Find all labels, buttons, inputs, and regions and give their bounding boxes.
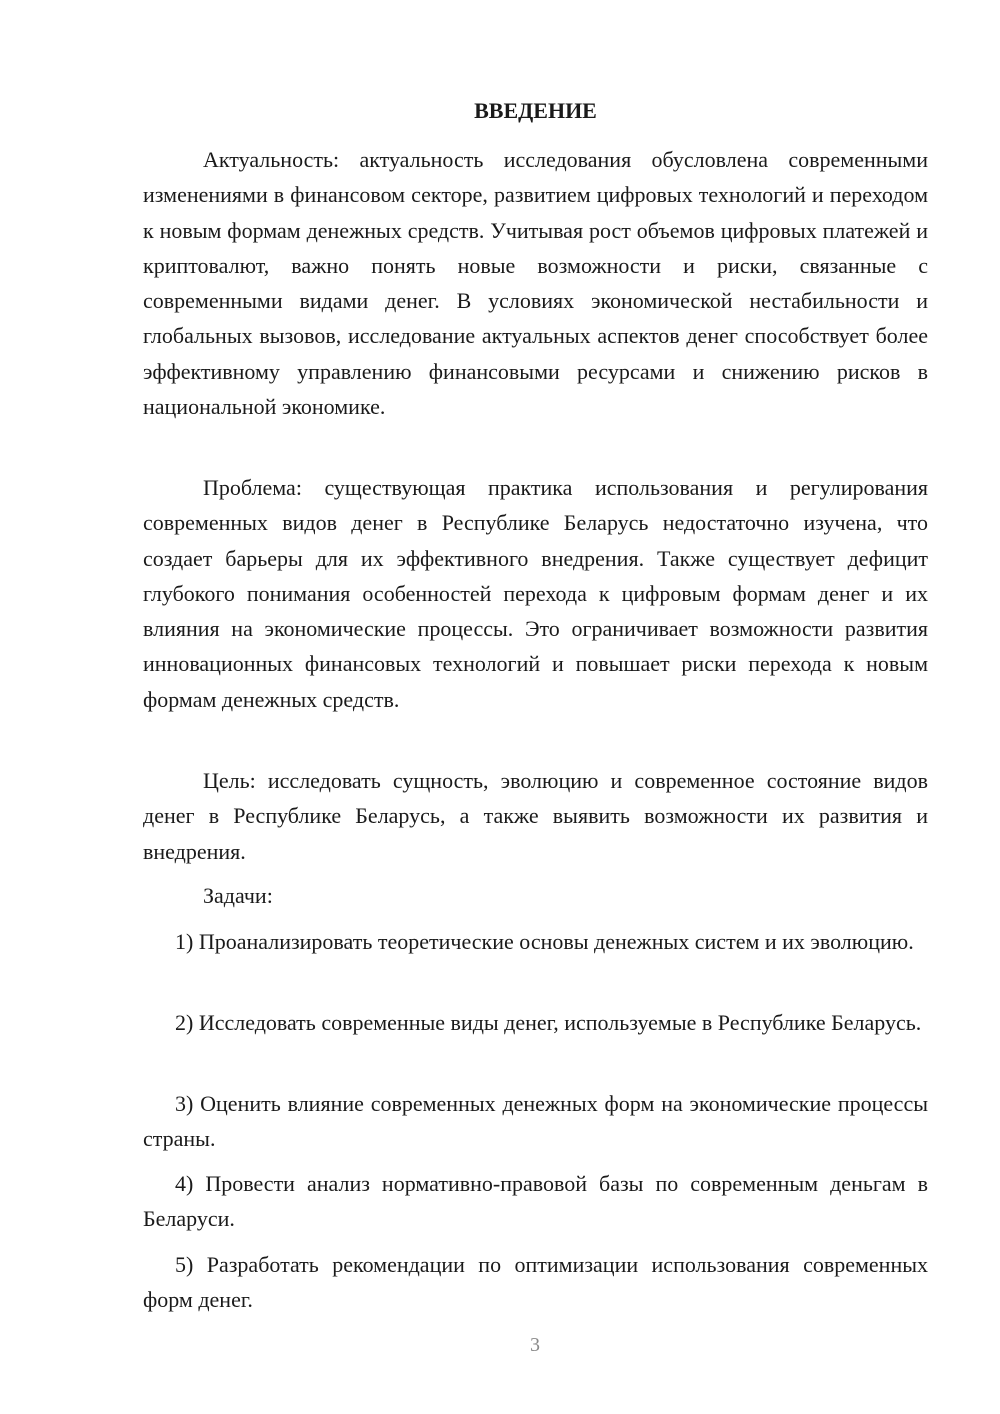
page-title: ВВЕДЕНИЕ <box>474 98 597 123</box>
tasks-label: Задачи: <box>203 883 273 908</box>
task-item-4: 4) Провести анализ нормативно-правовой базы по современным деньгам в Беларуси. <box>143 1171 928 1232</box>
goal-paragraph: Цель: исследовать сущность, эволюцию и современное состояние видов денег в Республике Беларусь, а также выявить возможности их развития и внедрения. <box>143 768 928 864</box>
page-number: 3 <box>530 1334 540 1356</box>
task-item-3: 3) Оценить влияние современных денежных форм на экономические процессы страны. <box>143 1091 928 1152</box>
task-item-1: 1) Проанализировать теоретические основы денежных систем и их эволюцию. <box>175 929 914 954</box>
task-item-2: 2) Исследовать современные виды денег, используемые в Республике Беларусь. <box>175 1010 922 1035</box>
task-item-5: 5) Разработать рекомендации по оптимизации использования современных форм денег. <box>143 1252 928 1313</box>
problem-paragraph: Проблема: существующая практика использования и регулирования современных видов денег в Республике Беларусь недостаточно изучена, что создает барьеры для их эффективного внедрения. Также существует дефицит глубокого понимания особенностей перехода к цифровым формам денег и их влияния на экономические процессы. Это ограничивает возможности развития инновационных финансовых технологий и повышает риски перехода к новым формам денежных средств. <box>143 475 928 712</box>
relevance-paragraph: Актуальность: актуальность исследования обусловлена современными изменениями в финансовом секторе, развитием цифровых технологий и переходом к новым формам денежных средств. Учитывая рост объемов цифровых платежей и криптовалют, важно понять новые возможности и риски, связанные с современными видами денег. В условиях экономической нестабильности и глобальных вызовов, исследование актуальных аспектов денег способствует более эффективному управлению финансовыми ресурсами и снижению рисков в национальной экономике. <box>143 147 928 420</box>
